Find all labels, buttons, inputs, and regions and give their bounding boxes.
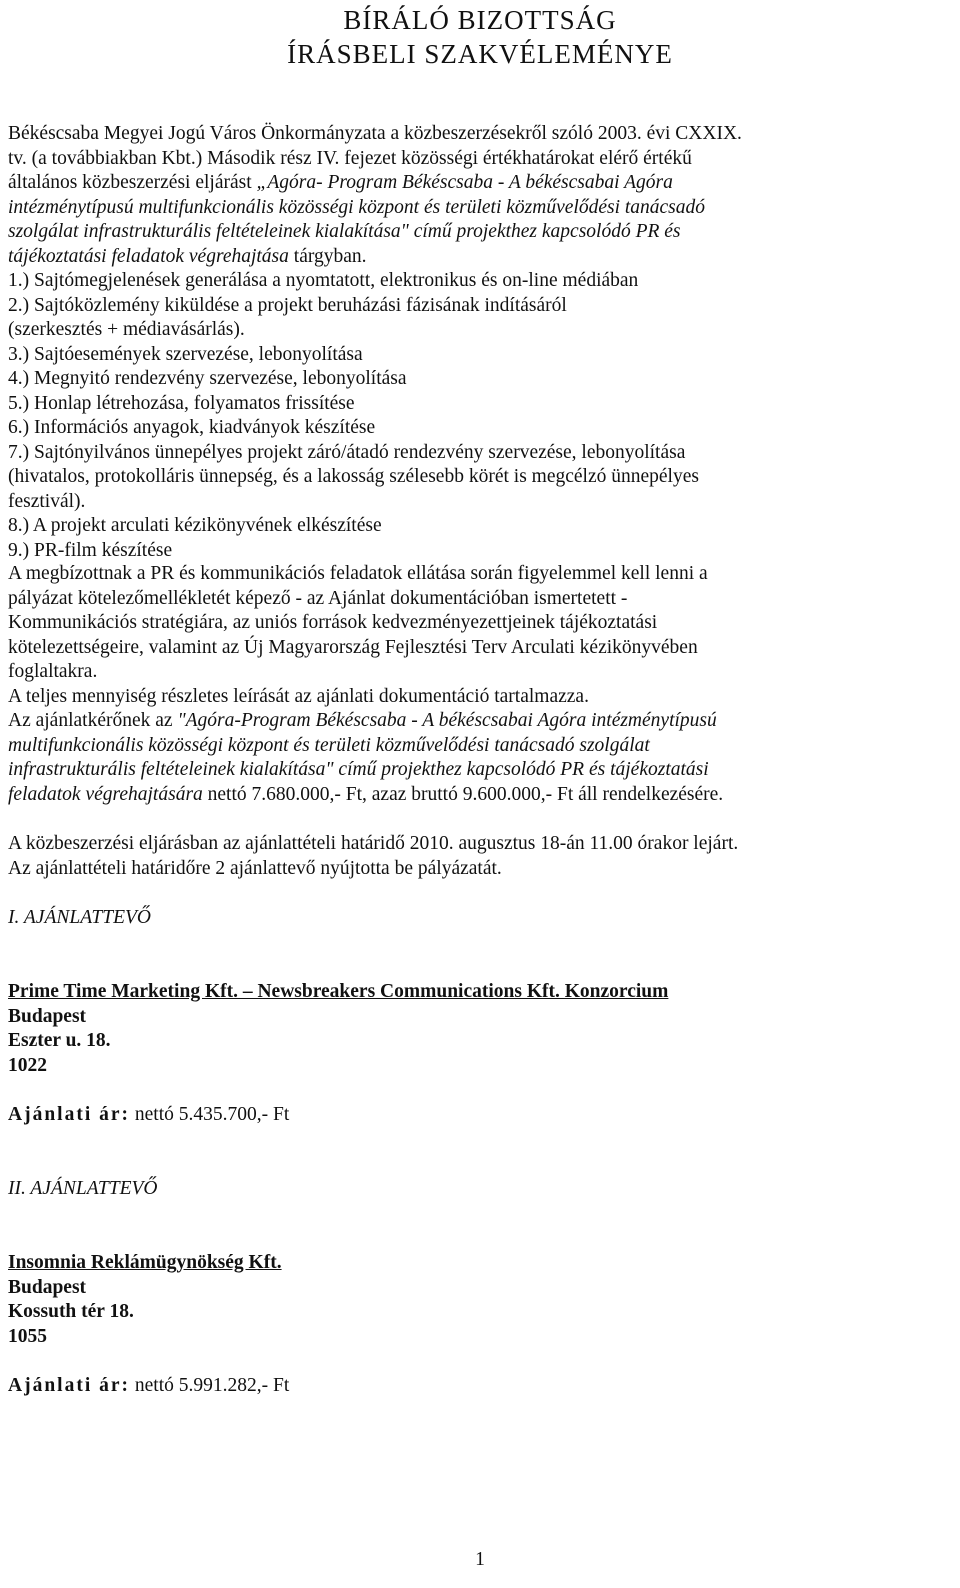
page-number: 1: [475, 1549, 485, 1570]
pr-line: pályázat kötelezőmellékletét képező - az Ajánlat dokumentációban ismertetett -: [8, 587, 628, 609]
task-item: 5.) Honlap létrehozása, folyamatos frissítése: [8, 392, 355, 414]
intro-line: Békéscsaba Megyei Jogú Város Önkormányzata a közbeszerzésekről szóló 2003. évi CXXIX.: [8, 123, 742, 144]
intro-paragraph: [8, 122, 952, 269]
budget-line: multifunkcionális közösségi központ és területi közművelődési tanácsadó szolgálat: [8, 734, 650, 756]
task-item: 8.) A projekt arculati kézikönyvének elkészítése: [8, 515, 382, 536]
deadline-line: A közbeszerzési eljárásban az ajánlattételi határidő 2010. augusztus 18-án 11.00 órakor lejárt.: [8, 833, 739, 854]
budget-paragraph: [8, 709, 952, 807]
bidder-1-price: [8, 1103, 952, 1128]
bidder-1-price-value: nettó 5.435.700,- Ft: [130, 1104, 290, 1125]
bidder-1-zip: 1022: [8, 1054, 47, 1076]
task-item: 1.) Sajtómegjelenések generálása a nyomtatott, elektronikus és on-line médiában: [8, 270, 639, 291]
intro-line: általános közbeszerzési eljárást „Agóra- Program Békéscsaba - A békéscsabai Agóra: [8, 172, 673, 193]
pr-line: foglaltakra.: [8, 661, 98, 682]
bidder-1-city: Budapest: [8, 1005, 87, 1027]
bidder-1-address: [8, 980, 952, 1078]
bidder-2-city: Budapest: [8, 1276, 87, 1298]
pr-paragraph: [8, 562, 952, 709]
task-list: [8, 269, 952, 563]
intro-line: tájékoztatási feladatok végrehajtása tárgyban.: [8, 245, 367, 267]
bidder-1-heading: I. AJÁNLATTEVŐ: [8, 907, 152, 928]
pr-line: kötelezettségeire, valamint az Új Magyarország Fejlesztési Terv Arculati kézikönyvében: [8, 636, 698, 658]
bidder-1-street: Eszter u. 18.: [8, 1030, 111, 1051]
task-item: (hivatalos, protokolláris ünnepség, és a lakosság szélesebb körét is megcélzó ünnepélyes: [8, 466, 699, 487]
task-item: fesztivál).: [8, 490, 86, 512]
bidder-2-address: [8, 1251, 952, 1349]
quantity-line: A teljes mennyiség részletes leírását az ajánlati dokumentáció tartalmazza.: [8, 685, 589, 707]
document-title: BÍRÁLÓ BIZOTTSÁG: [343, 5, 617, 35]
bidder-1-price-label: Ajánlati ár:: [8, 1104, 131, 1125]
task-item: 9.) PR-film készítése: [8, 539, 173, 561]
bidder-2-heading: II. AJÁNLATTEVŐ: [8, 1178, 158, 1199]
task-item: 3.) Sajtóesemények szervezése, lebonyolítása: [8, 343, 363, 365]
pr-line: A megbízottnak a PR és kommunikációs feladatok ellátása során figyelemmel kell lenni a: [8, 563, 708, 584]
intro-line: szolgálat infrastrukturális feltételeinek kialakítása" című projekthez kapcsolódó PR és: [8, 221, 681, 242]
intro-line: tv. (a továbbiakban Kbt.) Második rész IV. fejezet közösségi értékhatárokat elérő értékű: [8, 147, 692, 169]
bidder-2-zip: 1055: [8, 1325, 47, 1347]
budget-line: infrastrukturális feltételeinek kialakítása" című projekthez kapcsolódó PR és tájékoztatási: [8, 759, 709, 780]
task-item: 4.) Megnyitó rendezvény szervezése, lebonyolítása: [8, 368, 407, 389]
bidder-2-price-value: nettó 5.991.282,- Ft: [130, 1375, 290, 1396]
pr-line: Kommunikációs stratégiára, az uniós források kedvezményezettjeinek tájékoztatási: [8, 612, 658, 633]
bidder-2-price: [8, 1374, 952, 1399]
budget-line: feladatok végrehajtására nettó 7.680.000,- Ft, azaz bruttó 9.600.000,- Ft áll rendelkezésére.: [8, 783, 724, 805]
task-item: 7.) Sajtónyilvános ünnepélyes projekt záró/átadó rendezvény szervezése, lebonyolítása: [8, 441, 686, 463]
task-item: 6.) Információs anyagok, kiadványok készítése: [8, 417, 376, 438]
deadline-paragraph: [8, 832, 952, 881]
bidder-2-name: Insomnia Reklámügynökség Kft.: [8, 1252, 282, 1273]
budget-line: Az ajánlatkérőnek az "Agóra-Program Békéscsaba - A békéscsabai Agóra intézménytípusú: [8, 710, 717, 731]
task-item: (szerkesztés + médiavásárlás).: [8, 319, 245, 340]
bidder-2-street: Kossuth tér 18.: [8, 1301, 134, 1322]
bidder-1-name: Prime Time Marketing Kft. – Newsbreakers Communications Kft. Konzorcium: [8, 981, 669, 1002]
document-subtitle: ÍRÁSBELI SZAKVÉLEMÉNYE: [287, 39, 673, 69]
deadline-line: Az ajánlattételi határidőre 2 ajánlattevő nyújtotta be pályázatát.: [8, 857, 502, 879]
intro-line: intézménytípusú multifunkcionális közösségi központ és területi közművelődési tanácsadó: [8, 196, 706, 218]
task-item: 2.) Sajtóközlemény kiküldése a projekt beruházási fázisának indításáról: [8, 294, 567, 316]
bidder-2-price-label: Ajánlati ár:: [8, 1375, 131, 1396]
